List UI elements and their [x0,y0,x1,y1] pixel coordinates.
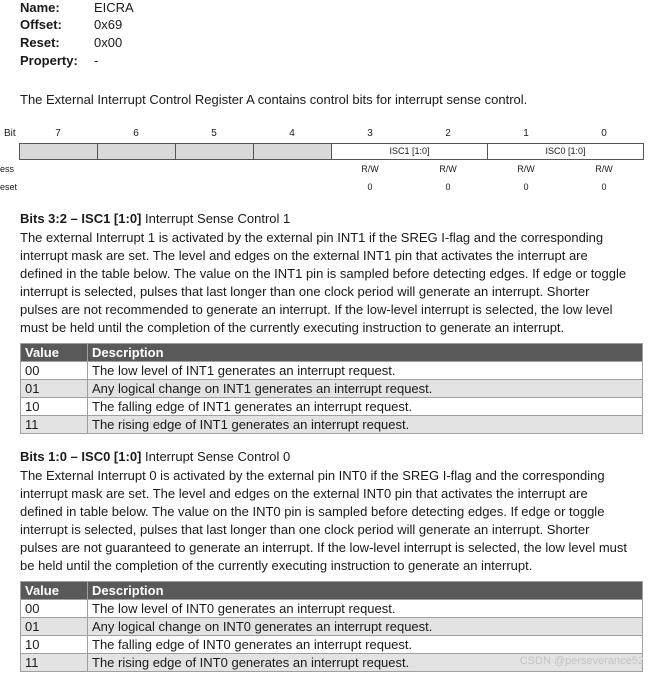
value-cell: 01 [21,380,88,398]
isc1-title-bits: Bits 3:2 – ISC1 [1:0] [20,211,142,226]
reset-bit-value: 0 [367,182,373,192]
description-cell: The low level of INT0 generates an interrupt request. [88,600,643,618]
description-cell: The rising edge of INT1 generates an interrupt request. [88,416,643,434]
value-column-header: Value [21,582,88,600]
reset-value: 0x00 [94,35,123,50]
description-cell: The rising edge of INT0 generates an interrupt request. [88,654,643,672]
description-cell: The falling edge of INT1 generates an interrupt request. [88,398,643,416]
access-value: R/W [595,164,613,174]
paragraph-line: pulses are not guaranteed to generate an interrupt. If the low-level interrupt is selected, the low level must [20,540,628,555]
paragraph-line: defined in the table below. The value on the INT1 pin is sampled before detecting edges. If edge or toggle [20,266,627,281]
table-row [21,636,643,654]
watermark: CSDN @perseverance52 [519,655,644,667]
value-cell: 10 [21,398,88,416]
description-cell: The falling edge of INT0 generates an interrupt request. [88,636,643,654]
reserved-bit-cell [97,143,176,160]
table-row [21,362,643,380]
isc0-description [20,467,645,575]
table-header-row [21,344,643,362]
paragraph-line: pulses are not recommended to generate an interrupt. If the low-level interrupt is selected, the low level [20,302,613,317]
reserved-bit-cell [19,143,98,160]
reset-bit-value: 0 [445,182,451,192]
reset-bit-value: 0 [523,182,529,192]
isc0-field: ISC0 [1:0] [487,143,644,160]
paragraph-line: defined in table below. The value on the INT0 pin is sampled before detecting edges. If edge or toggle [20,504,605,519]
table-row [21,416,643,434]
value-cell: 11 [21,654,88,672]
bit-number: 1 [523,128,529,139]
reset-row-label: eset [0,182,18,192]
reserved-bit-cell [253,143,332,160]
bit-number: 0 [601,128,607,139]
isc1-title-text: Interrupt Sense Control 1 [145,211,291,226]
paragraph-line: interrupt mask are set. The level and edges on the external INT0 pin that activates the interrupt are [20,486,588,501]
paragraph-line: be held until the completion of the currently executing instruction to generate an interrupt. [20,558,533,573]
description-cell: Any logical change on INT0 generates an interrupt request. [88,618,643,636]
reset-bit-value: 0 [601,182,607,192]
access-value: R/W [361,164,379,174]
table-row [21,398,643,416]
isc1-description [20,229,645,337]
isc1-section-title [20,211,290,226]
value-cell: 00 [21,362,88,380]
name-label: Name: [20,0,60,15]
name-value: EICRA [94,0,134,15]
description-column-header: Description [88,582,643,600]
property-label: Property: [20,53,78,68]
bit-number: 3 [367,128,373,139]
bit-number: 5 [211,128,217,139]
access-value: R/W [517,164,535,174]
description-column-header: Description [88,344,643,362]
bit-number: 6 [133,128,139,139]
value-cell: 01 [21,618,88,636]
isc0-title-text: Interrupt Sense Control 0 [145,449,291,464]
table-header-row [21,582,643,600]
description-cell: Any logical change on INT1 generates an interrupt request. [88,380,643,398]
isc0-title-bits: Bits 1:0 – ISC0 [1:0] [20,449,142,464]
isc1-field: ISC1 [1:0] [331,143,488,160]
paragraph-line: The external Interrupt 1 is activated by the external pin INT1 if the SREG I-flag and the corresponding [20,230,604,245]
property-value: - [94,53,99,68]
table-row [21,380,643,398]
table-row [21,618,643,636]
reserved-bit-cell [175,143,254,160]
access-value: R/W [439,164,457,174]
paragraph-line: must be held until the completion of the currently executing instruction to generate an interrupt. [20,320,565,335]
paragraph-line: interrupt is selected, pulses that last longer than one clock period will generate an interrupt. Shorter [20,522,590,537]
value-column-header: Value [21,344,88,362]
paragraph-line: The External Interrupt 0 is activated by the external pin INT0 if the SREG I-flag and the corresponding [20,468,605,483]
access-row-label: ess [0,164,15,174]
bit-number: 2 [445,128,451,139]
offset-value: 0x69 [94,17,123,32]
table-row [21,600,643,618]
isc1-value-table [20,343,643,434]
bit-number: 4 [289,128,295,139]
value-cell: 10 [21,636,88,654]
paragraph-line: interrupt mask are set. The level and edges on the external INT1 pin that activates the interrupt are [20,248,588,263]
paragraph-line: interrupt is selected, pulses that last longer than one clock period will generate an interrupt. Shorter [20,284,590,299]
register-description: The External Interrupt Control Register A contains control bits for interrupt sense control. [20,92,528,107]
value-cell: 00 [21,600,88,618]
description-cell: The low level of INT1 generates an interrupt request. [88,362,643,380]
bit-number: 7 [55,128,61,139]
offset-label: Offset: [20,17,62,32]
reset-label: Reset: [20,35,60,50]
value-cell: 11 [21,416,88,434]
isc0-section-title [20,449,290,464]
bit-row-label: Bit [4,128,16,139]
